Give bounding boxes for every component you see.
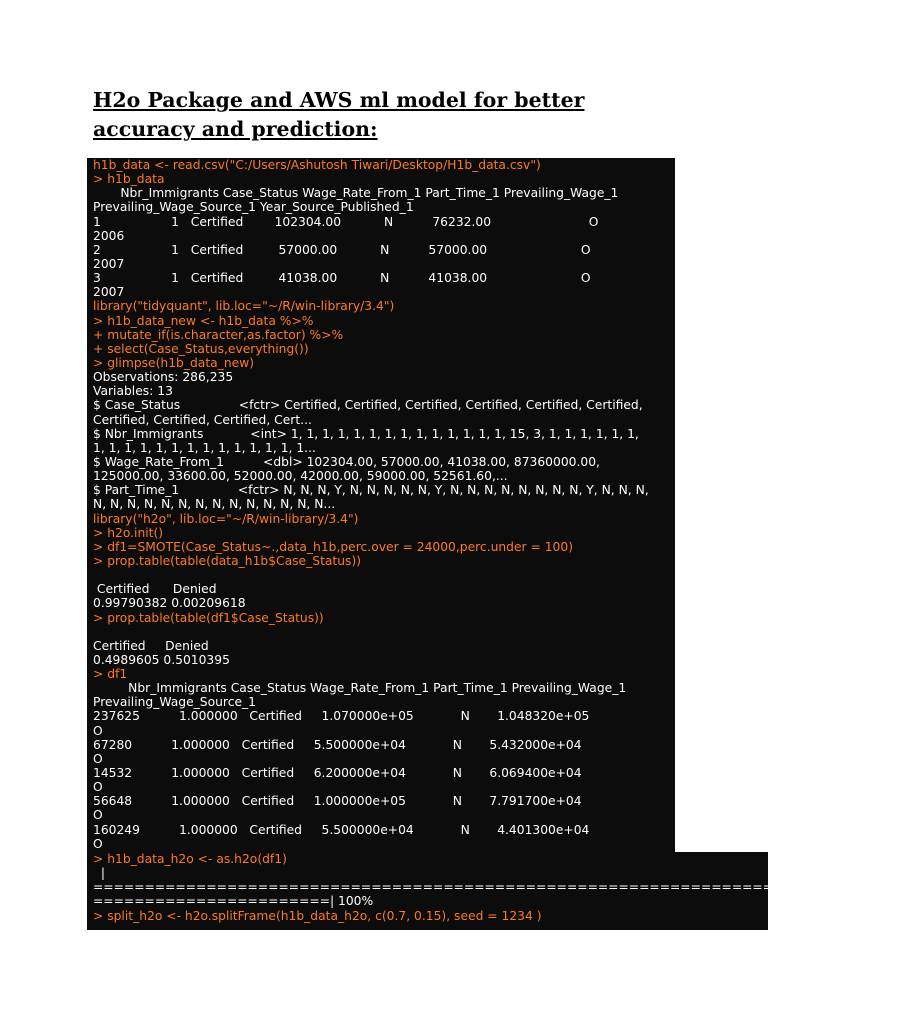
console-output-line [93, 625, 649, 639]
console-output-line: Prevailing_Wage_Source_1 Year_Source_Published_1 [93, 200, 414, 215]
console-command-line: > df1 [93, 667, 128, 682]
console-output [93, 158, 649, 851]
console-command-line: library("tidyquant", lib.loc="~/R/win-library/3.4") [93, 299, 395, 314]
console-output-line: 237625 1.000000 Certified 1.070000e+05 N 1.048320e+05 [93, 709, 590, 724]
console-output-line: Observations: 286,235 [93, 370, 234, 385]
console-output-line: 3 1 Certified 41038.00 N 41038.00 O [93, 271, 591, 286]
console-output-line: $ Part_Time_1 <fctr> N, N, N, Y, N, N, N, N, N, Y, N, N, N, N, N, N, N, N, Y, N, N, N, [93, 483, 649, 498]
console-command-line: h1b_data <- read.csv("C:/Users/Ashutosh Tiwari/Desktop/H1b_data.csv") [93, 158, 541, 172]
document-heading: H2o Package and AWS ml model for better accuracy and prediction: [93, 88, 585, 141]
console-output-line: | [93, 866, 105, 881]
console-output-line: O [93, 723, 103, 738]
console-output-line: 1, 1, 1, 1, 1, 1, 1, 1, 1, 1, 1, 1, 1, 1... [93, 440, 316, 455]
console-output-2 [93, 852, 917, 923]
console-output-line: ================================================================================ [93, 880, 917, 895]
console-screenshot [87, 158, 675, 852]
console-output-line: Certified Denied [93, 582, 217, 597]
console-output-line: O [93, 780, 103, 795]
console-output-line: Prevailing_Wage_Source_1 [93, 695, 256, 710]
console-output-line: N, N, N, N, N, N, N, N, N, N, N, N, N, N... [93, 497, 336, 512]
console-command-line: + select(Case_Status,everything()) [93, 341, 309, 356]
console-output-line: =======================| 100% [93, 894, 374, 909]
console-output-line: O [93, 836, 103, 851]
console-output-line: Nbr_Immigrants Case_Status Wage_Rate_From_1 Part_Time_1 Prevailing_Wage_1 [93, 681, 627, 696]
console-output-line: 2007 [93, 256, 125, 271]
console-output-line: 67280 1.000000 Certified 5.500000e+04 N 5.432000e+04 [93, 737, 582, 752]
console-output-line [93, 568, 649, 582]
console-output-line: Variables: 13 [93, 384, 173, 399]
console-command-line: > prop.table(table(df1$Case_Status)) [93, 610, 324, 625]
console-output-line: $ Case_Status <fctr> Certified, Certified, Certified, Certified, Certified, Certified, [93, 398, 643, 413]
console-command-line: > glimpse(h1b_data_new) [93, 355, 255, 370]
console-output-line: 2 1 Certified 57000.00 N 57000.00 O [93, 242, 591, 257]
console-output-line: 125000.00, 33600.00, 52000.00, 42000.00, 59000.00, 52561.60,... [93, 469, 508, 484]
console-command-line: > split_h2o <- h2o.splitFrame(h1b_data_h2o, c(0.7, 0.15), seed = 1234 ) [93, 908, 542, 923]
console-output-line: 56648 1.000000 Certified 1.000000e+05 N 7.791700e+04 [93, 794, 582, 809]
console-output-line: O [93, 808, 103, 823]
console-output-line: Certified Denied [93, 638, 209, 653]
console-output-line: 0.4989605 0.5010395 [93, 652, 230, 667]
console-output-line: 160249 1.000000 Certified 5.500000e+04 N 4.401300e+04 [93, 822, 590, 837]
console-output-line: 2006 [93, 228, 125, 243]
console-command-line: > h1b_data_h2o <- as.h2o(df1) [93, 852, 287, 866]
console-command-line: > h1b_data_new <- h1b_data %>% [93, 313, 314, 328]
console-output-line: $ Wage_Rate_From_1 <dbl> 102304.00, 57000.00, 41038.00, 87360000.00, [93, 454, 600, 469]
console-command-line: > df1=SMOTE(Case_Status~.,data_h1b,perc.over = 24000,perc.under = 100) [93, 539, 573, 554]
console-command-line: > prop.table(table(data_h1b$Case_Status)) [93, 553, 362, 568]
console-command-line: > h2o.init() [93, 525, 164, 540]
console-command-line: library("h2o", lib.loc="~/R/win-library/3.4") [93, 511, 359, 526]
console-output-line: 1 1 Certified 102304.00 N 76232.00 O [93, 214, 599, 229]
console-output-line: 14532 1.000000 Certified 6.200000e+04 N 6.069400e+04 [93, 766, 582, 781]
console-command-line: + mutate_if(is.character,as.factor) %>% [93, 327, 344, 342]
console-output-line: 0.99790382 0.00209618 [93, 596, 246, 611]
console-screenshot-2 [87, 852, 917, 930]
console-command-line: > h1b_data [93, 172, 165, 187]
console-output-line: $ Nbr_Immigrants <int> 1, 1, 1, 1, 1, 1, 1, 1, 1, 1, 1, 1, 1, 1, 15, 3, 1, 1, 1, 1, 1, 1, [93, 426, 639, 441]
console-output-line: O [93, 751, 103, 766]
console-output-line: 2007 [93, 285, 125, 300]
console-output-line: Nbr_Immigrants Case_Status Wage_Rate_From_1 Part_Time_1 Prevailing_Wage_1 [93, 186, 619, 201]
console-output-line: Certified, Certified, Certified, Cert... [93, 412, 312, 427]
